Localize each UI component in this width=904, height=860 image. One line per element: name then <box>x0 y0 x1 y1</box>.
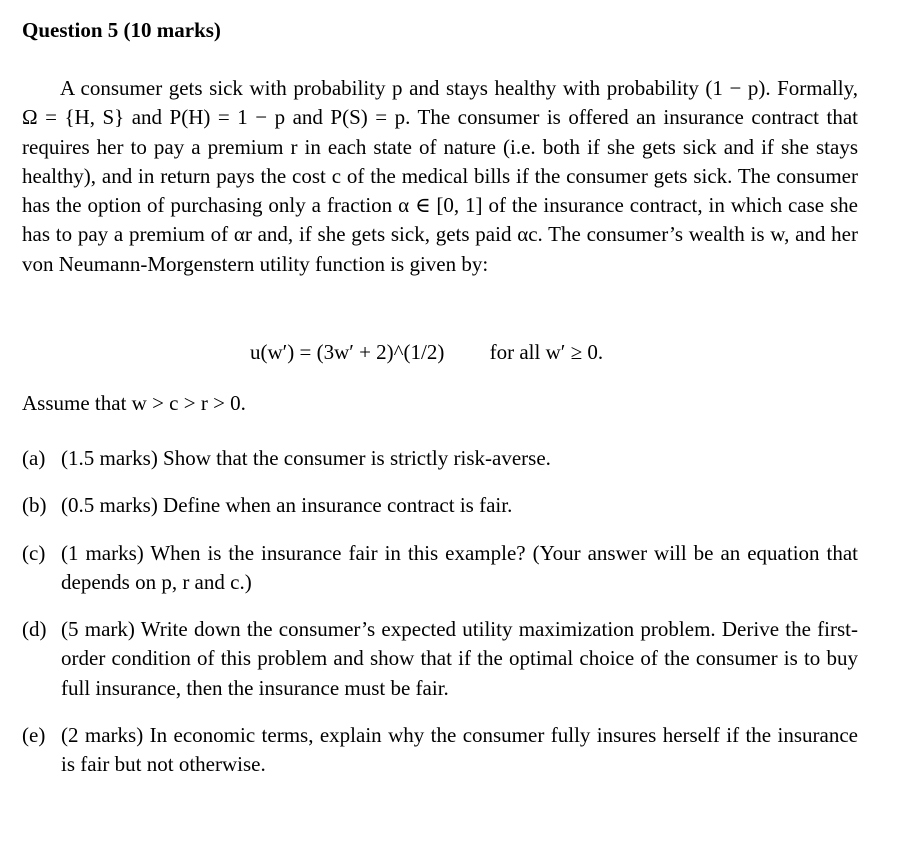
part-text: (1.5 marks) Show that the consumer is strictly risk-averse. <box>61 446 551 470</box>
assumption: Assume that w > c > r > 0. <box>22 391 246 415</box>
part-text: (2 marks) In economic terms, explain why the consumer fully insures herself if the insurance is fair but not otherwise. <box>61 723 858 777</box>
utility-equation <box>250 338 670 367</box>
part-text: (0.5 marks) Define when an insurance contract is fair. <box>61 493 513 518</box>
part-label: (e) <box>22 723 46 748</box>
part-text: (1 marks) When is the insurance fair in this example? (Your answer will be an equation that depends on p, r and c.) <box>61 540 858 594</box>
part-label: (b) <box>22 493 47 518</box>
utility-function: u(w′) = (3w′ + 2)^(1/2) <box>250 340 445 364</box>
part-text: (5 mark) Write down the consumer’s expected utility maximization problem. Derive the first-order condition of this problem and show that if the optimal choice of the consumer is to buy full insurance, then the insurance must be fair. <box>61 617 858 700</box>
part-label: (c) <box>22 540 46 565</box>
utility-domain-condition: for all w′ ≥ 0. <box>489 340 604 364</box>
part-item <box>22 491 858 520</box>
question-intro: A consumer gets sick with probability p and stays healthy with probability (1 − p). Formally, Ω = {H, S} and P(H) = 1 − p and P(S) = p. The consumer is offered an insurance contract that requires her to pay a premium r in each state of nature (i.e. both if she gets sick and if she stays healthy), and in return pays the cost c of the medical bills if the consumer gets sick. The consumer has the option of purchasing only a fraction α ∈ [0, 1] of the insurance contract, in which case she has to pay a premium of αr and, if she gets sick, gets paid αc. The consumer’s wealth is w, and her von Neumann-Morgenstern utility function is given by: <box>22 76 858 276</box>
part-item <box>22 615 858 703</box>
part-item <box>22 721 858 780</box>
part-item <box>22 539 858 598</box>
part-item <box>22 444 858 473</box>
question-title: Question 5 (10 marks) <box>22 18 221 42</box>
question-parts <box>22 444 858 780</box>
part-label: (a) <box>22 446 46 470</box>
part-label: (d) <box>22 617 47 642</box>
